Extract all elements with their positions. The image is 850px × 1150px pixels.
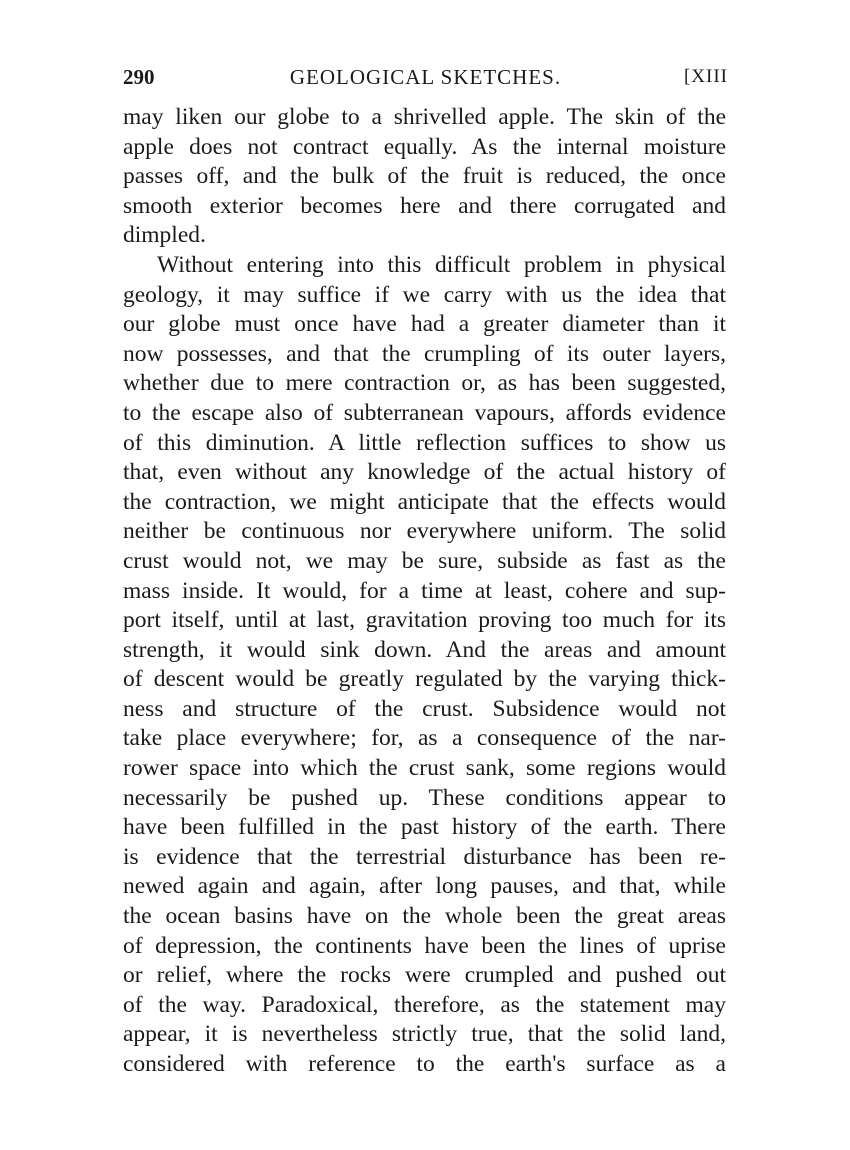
text-line: mass inside. It would, for a time at least, cohere and sup- [123,577,726,604]
text-line: passes off, and the bulk of the fruit is reduced, the once [123,163,726,190]
text-line: whether due to mere contraction or, as has been suggested, [123,370,726,397]
text-line: may liken our globe to a shrivelled apple. The skin of the [123,104,726,130]
text-line: crust would not, we may be sure, subside as fast as the [123,547,726,574]
text-line: smooth exterior becomes here and there corrugated and [123,192,726,219]
text-line: of the way. Paradoxical, therefore, as the statement may [123,991,726,1018]
text-line: or relief, where the rocks were crumpled and pushed out [123,962,726,989]
running-head [123,62,728,92]
text-line: have been fulfilled in the past history of the earth. There [123,814,726,841]
paragraph [123,251,726,1080]
text-line: ness and structure of the crust. Subsidence would not [123,695,726,722]
text-line: considered with reference to the earth's surface as a [123,1051,726,1077]
text-line: strength, it would sink down. And the areas and amount [123,636,726,663]
text-line: appear, it is nevertheless strictly true, that the solid land, [123,1021,726,1048]
text-line: newed again and again, after long pauses, and that, while [123,873,726,900]
text-line: necessarily be pushed up. These conditions appear to [123,784,726,811]
page-number: 290 [123,65,155,89]
text-line: Without entering into this difficult problem in physical [157,251,726,278]
text-line: geology, it may suffice if we carry with us the idea that [123,281,726,308]
text-line: to the escape also of subterranean vapours, affords evidence [123,399,726,426]
text-line: port itself, until at last, gravitation proving too much for its [123,607,726,634]
text-line: dimpled. [123,222,206,249]
text-line: take place everywhere; for, as a consequence of the nar- [123,725,726,752]
text-line: of descent would be greatly regulated by the varying thick- [123,666,726,693]
paragraph-continued [123,103,726,251]
text-line: apple does not contract equally. As the internal moisture [123,133,726,160]
text-line: the contraction, we might anticipate that the effects would [123,488,726,515]
text-line: of this diminution. A little reflection suffices to show us [123,429,726,456]
body-text [123,103,726,1080]
text-line: the ocean basins have on the whole been the great areas [123,903,726,930]
text-line: now possesses, and that the crumpling of its outer layers, [123,340,726,367]
text-line: neither be continuous nor everywhere uniform. The solid [123,518,726,545]
text-line: of depression, the continents have been the lines of uprise [123,932,726,959]
text-line: is evidence that the terrestrial disturbance has been re- [123,843,726,870]
chapter-mark: [XIII [683,66,728,87]
running-title: GEOLOGICAL SKETCHES. [289,65,562,89]
text-line: rower space into which the crust sank, some regions would [123,755,726,782]
text-line: that, even without any knowledge of the actual history of [123,459,726,486]
text-line: our globe must once have had a greater diameter than it [123,311,726,338]
